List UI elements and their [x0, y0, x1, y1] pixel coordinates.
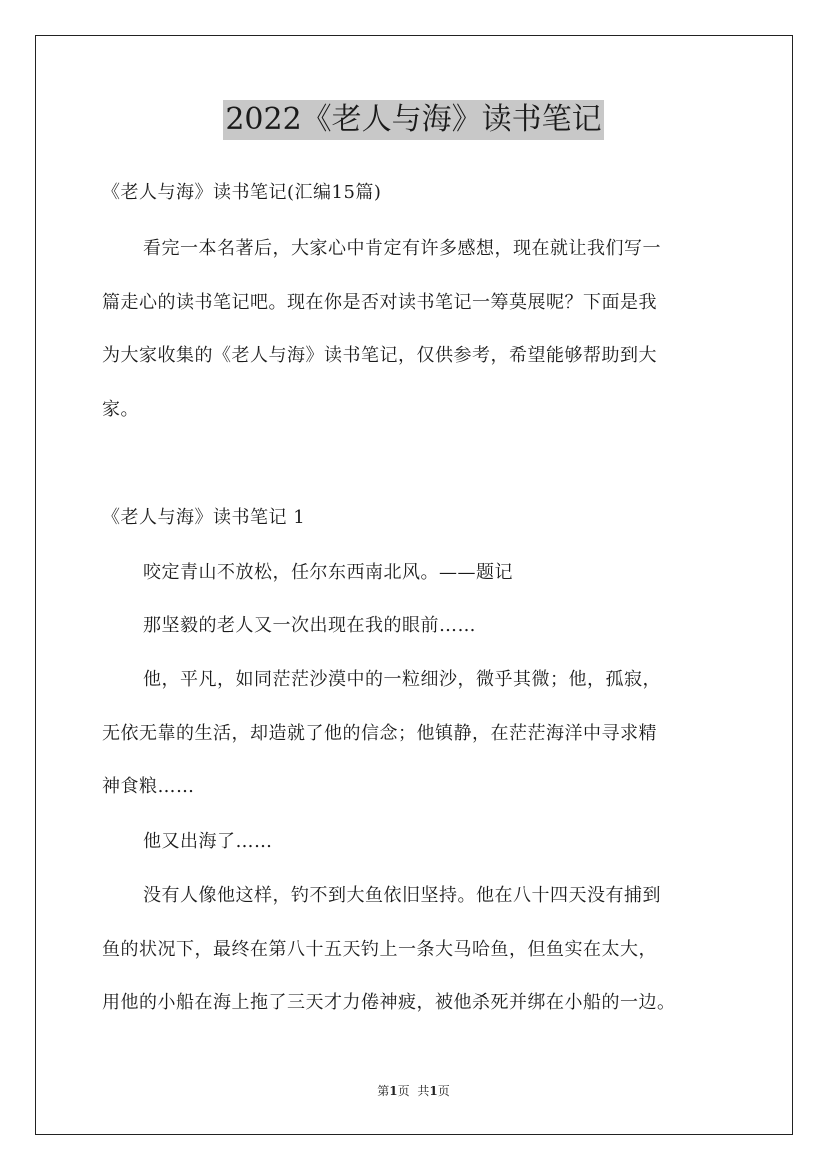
- intro-line-1: 看完一本名著后，大家心中肯定有许多感想，现在就让我们写一: [143, 238, 661, 259]
- footer-page-suffix: 页: [397, 1084, 410, 1098]
- intro-line-3: 为大家收集的《老人与海》读书笔记，仅供参考，希望能够帮助到大: [102, 345, 657, 366]
- intro-line-4: 家。: [102, 399, 139, 420]
- footer-total-suffix: 页: [437, 1084, 450, 1098]
- paragraph-2-line-3: 神食粮……: [102, 776, 195, 797]
- page-footer: [0, 1082, 827, 1100]
- title-container: [0, 100, 827, 140]
- document-subtitle: 《老人与海》读书笔记(汇编15篇): [102, 182, 382, 203]
- paragraph-2-line-1: 他，平凡，如同茫茫沙漠中的一粒细沙，微乎其微；他，孤寂，: [143, 669, 661, 690]
- paragraph-3: 他又出海了……: [143, 831, 273, 852]
- paragraph-4-line-2: 鱼的状况下，最终在第八十五天钓上一条大马哈鱼，但鱼实在太大，: [102, 939, 657, 960]
- footer-page-prefix: 第: [377, 1084, 390, 1098]
- epigraph: 咬定青山不放松，任尔东西南北风。——题记: [143, 562, 513, 583]
- paragraph-2-line-2: 无依无靠的生活，却造就了他的信念；他镇静，在茫茫海洋中寻求精: [102, 723, 657, 744]
- paragraph-1: 那坚毅的老人又一次出现在我的眼前……: [143, 615, 476, 636]
- paragraph-4-line-3: 用他的小船在海上拖了三天才力倦神疲，被他杀死并绑在小船的一边。: [102, 992, 676, 1013]
- paragraph-4-line-1: 没有人像他这样，钓不到大鱼依旧坚持。他在八十四天没有捕到: [143, 885, 661, 906]
- footer-page-number: 1: [389, 1084, 398, 1098]
- intro-line-2: 篇走心的读书笔记吧。现在你是否对读书笔记一筹莫展呢？下面是我: [102, 292, 657, 313]
- footer-total-number: 1: [429, 1084, 438, 1098]
- section-heading: 《老人与海》读书笔记 1: [102, 507, 306, 528]
- footer-total-prefix: 共: [417, 1084, 430, 1098]
- document-title: 2022《老人与海》读书笔记: [223, 100, 603, 140]
